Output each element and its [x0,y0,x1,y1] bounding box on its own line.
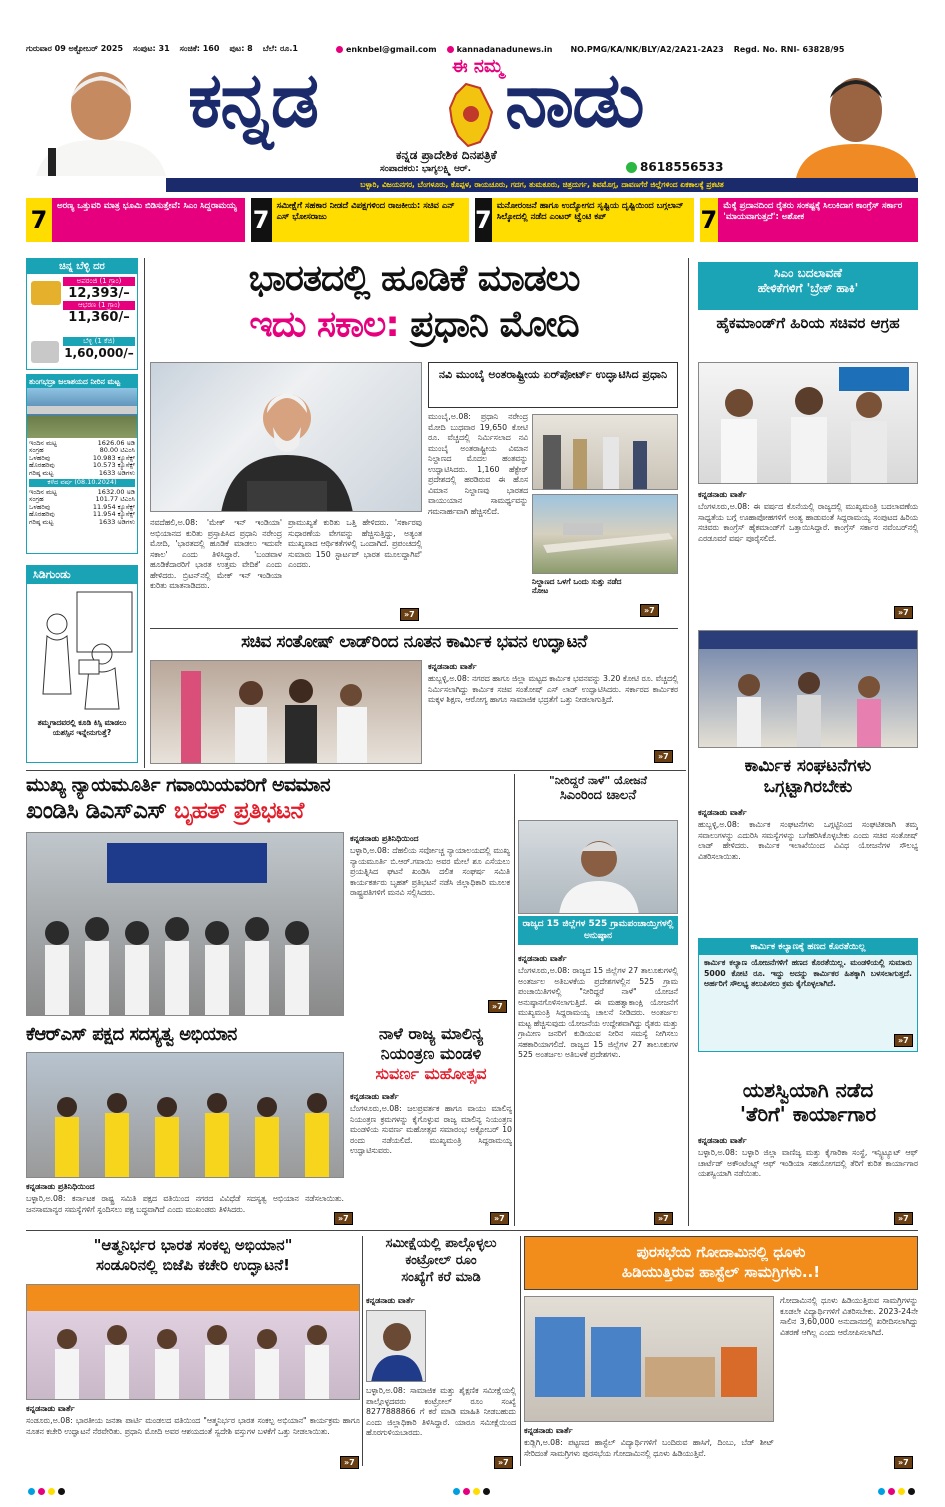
teaser-item[interactable] [700,198,919,242]
survey-headline: ಸಮೀಕ್ಷೆಯಲ್ಲಿ ಪಾಲ್ಗೊಳ್ಳಲು ಕಂಟ್ರೋಲ್ ರೂಂ ಸಂಖ್ಯೆಗೆ ಕರೆ ಮಾಡಿ [385,1236,497,1285]
dam-stats [27,438,137,528]
dam-row: ಹೊರಹರಿವು 10.573 ಕ್ಯೂಸೆಕ್ಸ್ [29,461,135,470]
dam-title: ತುಂಗಭದ್ರಾ ಜಲಾಶಯದ ನೀರಿನ ಮಟ್ಟ [27,375,137,388]
union-story-body: ಹುಬ್ಬಳ್ಳಿ,ಅ.08: ಕಾರ್ಮಿಕ ಸಂಘಟನೆಗಳು ಒಗ್ಗಟ್ಟಿನಿಂದ ಸಂಘಟಿತರಾಗಿ ತಮ್ಮ ಸವಾಲುಗಳನ್ನು ಎದುರಿಸಿ ಸಮಸ್ಯೆಗಳನ್ನು ಬಗೆಹರಿಸಿಕೊಳ್ಳಬೇಕು ಎಂದು ಸಚಿವ ಸಂತೋಷ್ ಲಾಡ್ ಹೇಳಿದರು. ಕಾರ್ಮಿಕ ಇಲಾಖೆಯಿಂದ ವಿವಿಧ ಯೋಜನೆಗಳ ಸೌಲಭ್ಯ ವಿತರಿಸಲಾಯಿತು. [698,820,918,861]
cm-portrait [26,58,176,176]
teaser-text: ಮನೋರಂಜನೆ ಹಾಗೂ ಉದ್ಯೋಗದ ಸೃಷ್ಟಿಯ ದೃಷ್ಟಿಯಿಂದ ಬಗ್ಗಲಾನ್ ಸಿಲ್ಕೋದಲ್ಲಿ ನಡೆದ ಎಂಟರ್‌ ಟ್ವೆಂಟಿ ಕಪ್ [496,201,684,223]
more-link[interactable]: »7 [640,604,659,617]
more-link[interactable]: »7 [334,1212,353,1225]
gold22-label: ಆಭರಣ (1 ಗ್ರಾಂ) [63,301,135,310]
official-portrait [366,1310,426,1382]
karnataka-map-emblem [446,82,496,148]
hostel-byline: ಕನ್ನಡನಾಡು ವಾರ್ತೆ [524,1426,573,1435]
cm-water-photo [518,820,678,914]
cm-story-body: ಬೆಂಗಳೂರು,ಅ.08: ಈ ವರ್ಷದ ಕೊನೆಯಲ್ಲಿ ರಾಜ್ಯದಲ್ಲಿ ಮುಖ್ಯಮಂತ್ರಿ ಬದಲಾವಣೆಯ ಸಾಧ್ಯತೆಯ ಬಗ್ಗೆ ಊಹಾಪೋಹಗಳಿಗೆ ಅಂತ್ಯ ಹಾಡುವಂತೆ ಸಿದ್ದರಾಮಯ್ಯ ಸಂಪುಟದ ಹಿರಿಯ ಸಚಿವರು ಕಾಂಗ್ರೆಸ್ ಹೈಕಮಾಂಡ್‌ಗೆ ಒತ್ತಾಯಿಸಿದ್ದಾರೆ. ಕಾಂಗ್ರೆಸ್ ಸರ್ಕಾರ ನವೆಂಬರ್‌ನಲ್ಲಿ ಎರಡೂವರೆ ವರ್ಷ ಪೂರೈಸಲಿದೆ. [698,502,918,543]
price: ಬೆಲೆ: ರೂ.1 [262,44,298,53]
pollution-headline: ನಾಳೆ ರಾಜ್ಯ ಮಾಲಿನ್ಯ ನಿಯಂತ್ರಣ ಮಂಡಳಿ ಸುವರ್ಣ ಮಹೋತ್ಸವ [375,1024,487,1083]
bjp-story-body: ಸಂಡೂರು,ಅ.08: ಭಾರತೀಯ ಜನತಾ ಪಾರ್ಟಿ ಮಂಡಲದ ವತಿಯಿಂದ "ಆತ್ಮನಿರ್ಭರ ಭಾರತ ಸಂಕಲ್ಪ ಅಭಿಯಾನ" ಕಾರ್ಯಕ್ರಮ ಹಾಗೂ ನೂತನ ಕಚೇರಿ ಉದ್ಘಾಟನೆ ನೆರವೇರಿತು. ಪ್ರಧಾನಿ ಮೋದಿ ಅವರ ಆಶಯದಂತೆ ಸ್ವದೇಶಿ ವಸ್ತುಗಳ ಬಳಕೆಗೆ ಒತ್ತು ನೀಡಲಾಯಿತು. [26,1416,360,1436]
dam-row: ಸಂಗ್ರಹ 101.77 ಟಿಎಂಸಿ [29,495,135,504]
water-scheme-kicker: "ನೀರಿದ್ದರೆ ನಾಳೆ" ಯೋಜನೆ ಸಿಎಂರಿಂದ ಚಾಲನೆ [549,774,647,803]
labour-fund-box: ಕಾರ್ಮಿಕ ಕಲ್ಯಾಣಕ್ಕೆ ಹಣದ ಕೊರತೆಯಿಲ್ಲ ಕಾರ್ಮಿಕ ಕಲ್ಯಾಣ ಯೋಜನೆಗಳಿಗೆ ಹಣದ ಕೊರತೆಯಿಲ್ಲ. ಮಂಡಳಿಯಲ್ಲಿ ಸುಮಾರು 5000 ಕೋಟಿ ರೂ. ಇದ್ದು ಅದನ್ನು ಕಾರ್ಮಿಕರ ಹಿತಕ್ಕಾಗಿ ಬಳಸಲಾಗುತ್ತದೆ. ಅರ್ಹರಿಗೆ ಸೌಲಭ್ಯ ತಲುಪಿಸಲು ಕ್ರಮ ಕೈಗೊಳ್ಳಲಾಗಿದೆ. [698,938,918,1052]
more-link[interactable]: »7 [894,606,913,619]
masthead-info-bar [26,42,916,56]
dam-row: ಒಳಹರಿವು 11.954 ಕ್ಯೂಸೆಕ್ಸ್ [29,502,135,511]
subtitle: ಕನ್ನಡ ಪ್ರಾದೇಶಿಕ ದಿನಪತ್ರಿಕೆ [396,148,497,162]
airport-photo-1 [532,414,678,490]
teaser-item[interactable] [475,198,694,242]
tax-byline: ಕನ್ನಡನಾಡು ವಾರ್ತೆ [698,1136,747,1145]
dam-row: ಗರಿಷ್ಠ ಮಟ್ಟ 1633 ಅಡಿಗಳು [29,517,135,526]
hostel-headline: ಪುರಸಭೆಯ ಗೋದಾಮಿನಲ್ಲಿ ಧೂಳು ಹಿಡಿಯುತ್ತಿರುವ ಹಾಸ್ಟೆಲ್ ಸಾಮಗ್ರಿಗಳು..! [524,1236,918,1290]
more-link[interactable]: »7 [654,750,673,763]
bjp-headline: "ಆತ್ಮನಿರ್ಭರ ಭಾರತ ಸಂಕಲ್ಪ ಅಭಿಯಾನ" ಸಂಡೂರಿನಲ್ಲಿ ಬಿಜೆಪಿ ಕಚೇರಿ ಉದ್ಘಾಟನೆ! [93,1236,293,1274]
more-link[interactable]: »7 [340,1456,359,1469]
cm-byline: ಕನ್ನಡನಾಡು ವಾರ್ತೆ [698,490,747,499]
issue-date: ಗುರುವಾರ 09 ಅಕ್ಟೋಬರ್ 2025 [26,44,124,53]
gold-rate-box [26,258,138,370]
teaser-page: 7 [26,198,52,242]
union-byline: ಕನ್ನಡನಾಡು ವಾರ್ತೆ [698,808,747,817]
cji-byline: ಕನ್ನಡನಾಡು ಪ್ರತಿನಿಧಿಯಿಂದ [350,834,419,843]
modi-photo [150,362,422,512]
more-link[interactable]: »7 [894,1034,913,1047]
gold24-label: ಅಪರಂಜಿ (1 ಗ್ರಾಂ) [63,277,135,286]
lead-story-body-col1: ನವದೆಹಲಿ,ಅ.08: 'ಮೇಕ್ ಇನ್ ಇಂಡಿಯಾ' ಅಭಿಯಾನದ ಕುರಿತು ಪ್ರಸ್ತಾಪಿಸಿದ ಪ್ರಧಾನಿ ನರೇಂದ್ರ ಮೋದಿ, 'ಭಾರತದಲ್ಲಿ ಹೂಡಿಕೆ ಮಾಡಲು ಇದುವೇ ಸಕಾಲ' ಎಂದು ತಿಳಿಸಿದ್ದಾರೆ. 'ಬಂಡವಾಳ ಹೂಡಿಕೆದಾರರಿಗೆ ಭಾರತ ಉತ್ತಮ ವೇದಿಕೆ' ಎಂದು ಹೇಳಿದರು. ಬ್ರಿಟನ್‌ನಲ್ಲಿ ಮೇಕ್ ಇನ್ ಇಂಡಿಯಾ ಕುರಿತು ಮಾತನಾಡಿದರು. [150,518,282,591]
cartoon-title: ಸಿಡಿಗುಂಡು [27,566,137,584]
cji-headline-line1: ಮುಖ್ಯ ನ್ಯಾಯಮೂರ್ತಿ ಗವಾಯಿಯವರಿಗೆ ಅವಮಾನ [26,774,331,796]
postal-reg: NO.PMG/KA/NK/BLY/A2/2A21-2A23 [570,44,724,54]
teaser-text: ಮೆಕ್ಕೆ ಪ್ರದಾನದಿಂದ ರೈತರು ಸಂಕಷ್ಟಕ್ಕೆ ಸಿಲುಕಿದಾಗ ಕಾಂಗ್ರೆಸ್ ಸರ್ಕಾರ 'ಮಾಯವಾಗುತ್ತದೆ': ಅಶೋಕ [723,201,903,223]
hostel-story-body: ಕುಡ್ಲಿಗಿ,ಅ.08: ಪಟ್ಟಣದ ಹಾಸ್ಟೆಲ್ ವಿದ್ಯಾರ್ಥಿಗಳಿಗೆ ಬಂದಿರುವ ಹಾಸಿಗೆ, ದಿಂಬು, ಬೆಡ್ ಶೀಟ್ ಸೇರಿದಂತೆ ಸಾಮಗ್ರಿಗಳು ಪುರಸಭೆಯ ಗೋದಾಮಿನಲ್ಲಿ ಧೂಳು ಹಿಡಿಯುತ್ತಿವೆ. [524,1438,774,1458]
dam-row: ಇಂದಿನ ಮಟ್ಟ 1626.06 ಅಡಿ [29,439,135,447]
teaser-item[interactable] [251,198,470,242]
more-link[interactable]: »7 [894,1456,913,1469]
dam-level-box [26,374,138,554]
dam-row: ಇಂದಿನ ಮಟ್ಟ 1632.00 ಅಡಿ [29,487,135,496]
krs-byline: ಕನ್ನಡನಾಡು ಪ್ರತಿನಿಧಿಯಿಂದ [26,1182,95,1191]
whatsapp-icon [626,162,637,173]
pollution-story-body: ಬೆಂಗಳೂರು,ಅ.08: ಜಲಪ್ರವರ್ತಕ ಹಾಗೂ ವಾಯು ಮಾಲಿನ್ಯ ನಿಯಂತ್ರಣ ಕ್ರಮಗಳನ್ನು ಕೈಗೊಳ್ಳುವ ರಾಜ್ಯ ಮಾಲಿನ್ಯ ನಿಯಂತ್ರಣ ಮಂಡಳಿಯ ಸುವರ್ಣ ಮಹೋತ್ಸವ ಸಮಾರಂಭ ಅಕ್ಟೋಬರ್ 10 ರಂದು ನಡೆಯಲಿದೆ. ಮುಖ್ಯಮಂತ್ರಿ ಸಿದ್ದರಾಮಯ್ಯ ಉದ್ಘಾಟಿಸುವರು. [350,1104,512,1156]
water-byline: ಕನ್ನಡನಾಡು ವಾರ್ತೆ [518,954,567,963]
silver-bar-icon [31,341,59,363]
editor-name: ಸಂಪಾದಕರು: ಭಾಗ್ಯಲಕ್ಷ್ಮಿ ಆರ್. [380,164,472,174]
volume: ಸಂಪುಟ: 31 [133,44,170,53]
labour-bhavan-headline: ಸಚಿವ ಸಂತೋಷ್ ಲಾಡ್‌ರಿಂದ ನೂತನ ಕಾರ್ಮಿಕ ಭವನ ಉದ್ಘಾಟನೆ [241,632,587,652]
minister-portrait [796,60,916,178]
more-link[interactable]: »7 [490,1212,509,1225]
districts-band: ಬಳ್ಳಾರಿ, ವಿಜಯನಗರ, ಬೆಂಗಳೂರು, ಕೊಪ್ಪಳ, ರಾಯಚೂರು, ಗದಗ, ತುಮಕೂರು, ಚಿತ್ರದುರ್ಗ, ಶಿವಮೊಗ್ಗ, ದಾವಣಗೆರೆ ಜಿಲ್ಲೆಗಳಿಂದ ಏಕಕಾಲಕ್ಕೆ ಪ್ರಕಟಿತ [166,178,918,192]
globe-icon [447,46,454,53]
bjp-byline: ಕನ್ನಡನಾಡು ವಾರ್ತೆ [26,1404,75,1413]
email-icon [336,46,343,53]
phone-contact[interactable]: 8618556533 [626,160,724,174]
tax-story-body: ಬಳ್ಳಾರಿ,ಅ.08: ಬಳ್ಳಾರಿ ಜಿಲ್ಲಾ ವಾಣಿಜ್ಯ ಮತ್ತು ಕೈಗಾರಿಕಾ ಸಂಸ್ಥೆ, ಇನ್ಸ್ಟಿಟ್ಯೂಟ್ ಆಫ್ ಚಾರ್ಟೆಡ್ ಅಕೌಂಟೆಂಟ್ಸ್ ಆಫ್ ಇಂಡಿಯಾ ಸಹಯೋಗದಲ್ಲಿ ತೆರಿಗೆ ಕುರಿತ ಕಾರ್ಯಾಗಾರ ಯಶಸ್ವಿಯಾಗಿ ನಡೆಯಿತು. [698,1148,918,1179]
print-registration-marks [28,1480,918,1499]
bjp-office-photo [26,1284,360,1400]
dam-row: ಸಂಗ್ರಹ 80.00 ಟಿಎಂಸಿ [29,446,135,455]
krs-headline: ಕೆಆರ್‌ಎಸ್ ಪಕ್ಷದ ಸದಸ್ಯತ್ವ ಅಭಿಯಾನ [26,1024,237,1045]
airport-photo-2 [532,494,678,574]
cji-story-body: ಬಳ್ಳಾರಿ,ಅ.08: ದೆಹಲಿಯ ಸರ್ವೋಚ್ಚ ನ್ಯಾಯಾಲಯದಲ್ಲಿ ಮುಖ್ಯ ನ್ಯಾಯಮೂರ್ತಿ ಬಿ.ಆರ್.ಗವಾಯಿ ಅವರ ಮೇಲೆ ಶೂ ಎಸೆಯಲು ಪ್ರಯತ್ನಿಸಿದ ಘಟನೆ ಖಂಡಿಸಿ ದಲಿತ ಸಂಘರ್ಷ ಸಮಿತಿ ಕಾರ್ಯಕರ್ತರು ಬೃಹತ್ ಪ್ರತಿಭಟನೆ ನಡೆಸಿ ಜಿಲ್ಲಾಧಿಕಾರಿ ಮೂಲಕ ರಾಷ್ಟ್ರಪತಿಗಳಿಗೆ ಮನವಿ ಸಲ್ಲಿಸಿದರು. [350,846,510,898]
teaser-text: ಸಮೀಕ್ಷೆಗೆ ಸಹಕಾರ ನೀಡದೆ ವಿಪಕ್ಷಗಳಿಂದ ರಾಜಕೀಯ: ಸಚಿವ ಎನ್ ಎಸ್ ಭೋಸರಾಜು [276,201,455,223]
hostel-storage-photo [524,1296,774,1422]
airport-story-body: ಮುಂಬೈ,ಅ.08: ಪ್ರಧಾನಿ ನರೇಂದ್ರ ಮೋದಿ ಬುಧವಾರ 19,650 ಕೋಟಿ ರೂ. ವೆಚ್ಚದಲ್ಲಿ ನಿರ್ಮಿಸಲಾದ ನವಿ ಮುಂಬೈ ಅಂತರಾಷ್ಟ್ರೀಯ ವಿಮಾನ ನಿಲ್ದಾಣದ ಮೊದಲ ಹಂತವನ್ನು ಉದ್ಘಾಟಿಸಿದರು. 1,160 ಹೆಕ್ಟೇರ್ ಪ್ರದೇಶದಲ್ಲಿ ಹರಡಿರುವ ಈ ಹೊಸ ವಿಮಾನ ನಿಲ್ದಾಣವು ಭಾರತದ ವಾಯುಯಾನ ಸಾಮರ್ಥ್ಯವನ್ನು ಗಮನಾರ್ಹವಾಗಿ ಹೆಚ್ಚಿಸಲಿದೆ. [428,412,528,516]
newspaper-title-left: ಕನ್ನಡ [188,55,318,144]
cji-headline-line2: ಖಂಡಿಸಿ ಡಿಎಸ್‌ಎಸ್ ಬೃಹತ್ ಪ್ರತಿಭಟನೆ [26,798,304,824]
rni-number: Regd. No. RNI- 63828/95 [733,44,845,54]
teaser-page: 7 [475,198,492,242]
issue-number: ಸಂಚಿಕೆ: 160 [179,44,220,53]
water-story-body: ಬೆಂಗಳೂರು,ಅ.08: ರಾಜ್ಯದ 15 ಜಿಲ್ಲೆಗಳ 27 ತಾಲೂಕುಗಳಲ್ಲಿ ಅಂತರ್ಜಲ ಅತಿಬಳಕೆಯ ಪ್ರದೇಶಗಳಲ್ಲಿನ 525 ಗ್ರಾಮ ಪಂಚಾಯಿತಿಗಳಲ್ಲಿ "ನೀರಿದ್ದರೆ ನಾಳೆ" ಯೋಜನೆ ಅನುಷ್ಠಾನಗೊಳಿಸಲಾಗುತ್ತಿದೆ. ಈ ಮಹತ್ವಾಕಾಂಕ್ಷಿ ಯೋಜನೆಗೆ ಮುಖ್ಯಮಂತ್ರಿ ಸಿದ್ದರಾಮಯ್ಯ ಚಾಲನೆ ನೀಡಿದರು. ಅಂತರ್ಜಲ ಮಟ್ಟ ಹೆಚ್ಚಿಸುವುದು ಯೋಜನೆಯ ಉದ್ದೇಶವಾಗಿದ್ದು ರೈತರು ಮತ್ತು ಗ್ರಾಮೀಣ ಜನರಿಗೆ ಕುಡಿಯುವ ನೀರಿನ ಸಮಸ್ಯೆ ನೀಗಿಸಲು ಸಹಕಾರಿಯಾಗಲಿದೆ. ರಾಜ್ಯದ 15 ಜಿಲ್ಲೆಗಳ 27 ತಾಲೂಕುಗಳ 525 ಅಂತರ್ಜಲ ಅತಿಬಳಕೆ ಪ್ರದೇಶಗಳು. [518,966,678,1060]
more-link[interactable]: »7 [654,1212,673,1225]
email-contact[interactable]: enknbel@gmail.com [336,45,437,54]
more-link[interactable]: »7 [488,1000,507,1013]
gold-rate-title: ಚಿನ್ನ ಬೆಳ್ಳಿ ದರ [27,259,137,274]
pollution-byline: ಕನ್ನಡನಾಡು ವಾರ್ತೆ [350,1092,399,1101]
gold22-value: 11,360/– [68,310,130,325]
cm-change-headline: ಹೈಕಮಾಂಡ್‌ಗೆ ಹಿರಿಯ ಸಚಿವರ ಆಗ್ರಹ [716,314,900,332]
lead-headline-line2: ಇದು ಸಕಾಲ: ಪ್ರಧಾನಿ ಮೋದಿ [249,304,579,345]
website-link[interactable]: kannadanadunews.in [447,45,553,54]
water-scheme-banner: ರಾಜ್ಯದ 15 ಜಿಲ್ಲೆಗಳ 525 ಗ್ರಾಮಪಂಚಾಯ್ತಿಗಳಲ್ಲಿ ಅನುಷ್ಠಾನ [518,916,678,945]
labour-union-photo [698,630,918,748]
cartoon-caption: ತಮ್ಮಗಾದವರಲ್ಲಿ ಕೂಡಿ ಕಿಸ್ಸಿ ಮಾಡಲು ಯಶಸ್ಸಿನ ಇನ್ನೇನುಗುತ್ತೆ? [37,718,127,737]
newspaper-title-right: ನಾಡು [505,55,643,144]
gold-bar-icon [31,281,61,305]
teaser-item[interactable] [26,198,245,242]
teaser-page: 7 [251,198,272,242]
dam-row: ಒಳಹರಿವು 10.983 ಕ್ಯೂಸೆಕ್ಸ್ [29,453,135,462]
survey-story-body: ಬಳ್ಳಾರಿ,ಅ.08: ಸಾಮಾಜಿಕ ಮತ್ತು ಶೈಕ್ಷಣಿಕ ಸಮೀಕ್ಷೆಯಲ್ಲಿ ಪಾಲ್ಗೊಳ್ಳದವರು ಕಂಟ್ರೋಲ್ ರೂಂ ಸಂಖ್ಯೆ 8277888866 ಗೆ ಕರೆ ಮಾಡಿ ಮಾಹಿತಿ ನೀಡಬಹುದು ಎಂದು ಜಿಲ್ಲಾಧಿಕಾರಿ ತಿಳಿಸಿದ್ದಾರೆ. ಯಾರೂ ಸಮೀಕ್ಷೆಯಿಂದ ಹೊರಗುಳಿಯಬಾರದು. [366,1386,516,1438]
ministers-photo [698,362,918,484]
krs-story-body: ಬಳ್ಳಾರಿ,ಅ.08: ಕರ್ನಾಟಕ ರಾಷ್ಟ್ರ ಸಮಿತಿ ಪಕ್ಷದ ವತಿಯಿಂದ ನಗರದ ವಿವಿಧೆಡೆ ಸದಸ್ಯತ್ವ ಅಭಿಯಾನ ನಡೆಸಲಾಯಿತು. ಜನಸಾಮಾನ್ಯರ ಸಮಸ್ಯೆಗಳಿಗೆ ಸ್ಪಂದಿಸಲು ಪಕ್ಷ ಬದ್ಧವಾಗಿದೆ ಎಂದು ಮುಖಂಡರು ತಿಳಿಸಿದರು. [26,1194,344,1214]
union-headline: ಕಾರ್ಮಿಕ ಸಂಘಟನೆಗಳು ಒಗ್ಗಟ್ಟಾಗಿರಬೇಕು [744,756,872,798]
tax-workshop-headline: ಯಶಸ್ವಿಯಾಗಿ ನಡೆದ 'ತೆರಿಗೆ' ಕಾರ್ಯಾಗಾರ [739,1078,877,1126]
dam-row: ಗರಿಷ್ಠ ಮಟ್ಟ 1633 ಅಡಿಗಳು [29,468,135,477]
labour-bhavan-photo [150,660,422,764]
airport-side-headline: ನವಿ ಮುಂಬೈ ಅಂತರಾಷ್ಟ್ರೀಯ ಏರ್‌ಪೋರ್ಟ್ ಉದ್ಘಾಟಿಸಿದ ಪ್ರಧಾನಿ [428,362,678,408]
more-link[interactable]: »7 [494,1456,513,1469]
page-count: ಪುಟ: 8 [229,44,253,53]
hostel-story-body-right: ಗೋದಾಮಿನಲ್ಲಿ ಧೂಳು ಹಿಡಿಯುತ್ತಿರುವ ಸಾಮಗ್ರಿಗಳನ್ನು ಕೂಡಲೇ ವಿದ್ಯಾರ್ಥಿಗಳಿಗೆ ವಿತರಿಸಬೇಕು. 2023-24ನೇ ಸಾಲಿನ 3,60,000 ಅನುದಾನದಲ್ಲಿ ಖರೀದಿಸಲಾಗಿದ್ದು ವಿತರಣೆ ಆಗಿಲ್ಲ ಎಂದು ಆರೋಪಿಸಲಾಗಿದೆ. [780,1296,918,1337]
airport-photo-caption: ನಿಲ್ದಾಣದ ಒಳಗೆ ಒಂದು ಸುತ್ತು ನಡೆದ ನೋಟ [532,577,622,595]
survey-byline: ಕನ್ನಡನಾಡು ವಾರ್ತೆ [366,1296,415,1305]
teaser-strip [26,198,918,242]
cartoon-drawing [27,584,137,714]
dam-last-year: ಕಳೆದ ವರ್ಷ (08.10.2024) [29,479,135,486]
more-link[interactable]: »7 [400,608,419,621]
dss-protest-photo [26,832,344,1016]
cm-change-kicker: ಸಿಎಂ ಬದಲಾವಣೆ ಹೇಳಿಕೆಗಳಿಗೆ 'ಬ್ರೇಕ್ ಹಾಕಿ' [698,262,918,310]
silver-value: 1,60,000/– [64,346,134,360]
labour-byline: ಕನ್ನಡನಾಡು ವಾರ್ತೆ [428,662,477,671]
silver-label: ಬೆಳ್ಳಿ (1 ಕೆಜಿ) [63,337,135,346]
newspaper-title-small: ಈ ನಮ್ಮ [452,56,504,77]
gold24-value: 12,393/– [68,286,130,301]
dam-photo [27,388,137,438]
lead-headline-line1: ಭಾರತದಲ್ಲಿ ಹೂಡಿಕೆ ಮಾಡಲು [248,258,580,299]
teaser-text: ಅರಣ್ಯ ಒತ್ತುವರಿ ಮಾತ್ರ ಭೂಮಿ ಬಿಡಿಸುತ್ತೇವೆ: ಸಿಎಂ ಸಿದ್ದರಾಮಯ್ಯ [57,201,237,211]
teaser-page: 7 [700,198,719,242]
krs-campaign-photo [26,1052,344,1178]
dam-row: ಹೊರಹರಿವು 11.954 ಕ್ಯೂಸೆಕ್ಸ್ [29,510,135,519]
cartoon-box [26,565,138,763]
lead-story-body-col2: ಪ್ರಾಮುಖ್ಯತೆ ಕುರಿತು ಒತ್ತಿ ಹೇಳಿದರು. 'ಸರ್ಕಾರವು ಸುಧಾರಣೆಯ ವೇಗವನ್ನು ಹೆಚ್ಚಿಸುತ್ತಿದ್ದು, ಅತ್ಯಂತ ಮುಖ್ಯವಾದ ಆರ್ಥಿಕತೆಗಳಲ್ಲಿ ಒಂದಾಗಿದೆ. ಪ್ರಪಂಚದಲ್ಲಿ ಸುಮಾರು 150 ಸ್ಟಾರ್ಟಪ್ ಭಾರತ ಮೂಲದ್ದಾಗಿವೆ' ಎಂದರು. [288,518,422,570]
more-link[interactable]: »7 [894,1212,913,1225]
labour-story-body: ಹುಬ್ಬಳ್ಳಿ,ಅ.08: ನಗರದ ಹಾಗೂ ಜಿಲ್ಲಾ ಮಟ್ಟದ ಕಾರ್ಮಿಕ ಭವನವನ್ನು 3.20 ಕೋಟಿ ರೂ. ವೆಚ್ಚದಲ್ಲಿ ನಿರ್ಮಿಸಲಾಗಿದ್ದು ಕಾರ್ಮಿಕ ಸಚಿವ ಸಂತೋಷ್ ಎಸ್ ಲಾಡ್ ಉದ್ಘಾಟಿಸಿದರು. ಸರ್ಕಾರದ ಕಾರ್ಮಿಕರ ಮಕ್ಕಳ ಶಿಕ್ಷಣ, ಆರೋಗ್ಯ ಹಾಗೂ ಸಾಮಾಜಿಕ ಭದ್ರತೆಗೆ ಒತ್ತು ನೀಡಲಾಗುತ್ತಿದೆ. [428,674,678,705]
